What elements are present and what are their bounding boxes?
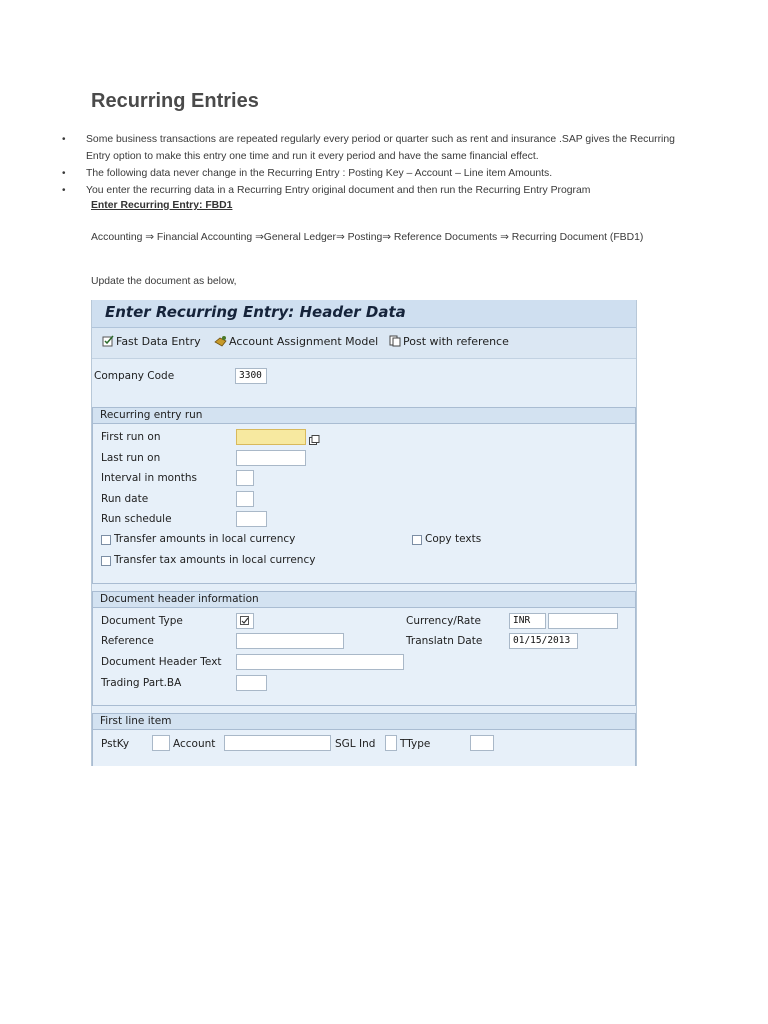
- trading-part-ba-field[interactable]: [236, 675, 267, 691]
- bullet-dot-icon: •: [62, 185, 66, 196]
- calendar-icon[interactable]: [309, 431, 320, 450]
- transfer-amounts-label: Transfer amounts in local currency: [114, 533, 296, 545]
- group-title: Recurring entry run: [100, 409, 203, 421]
- sap-title-bar: [92, 300, 636, 328]
- menu-path: Accounting ⇒ Financial Accounting ⇒General Ledger⇒ Posting⇒ Reference Documents ⇒ Recurring Document (FBD1): [91, 232, 644, 243]
- recurring-entry-run-group: [92, 407, 636, 584]
- ttype-label: TType: [400, 738, 431, 750]
- run-schedule-field[interactable]: [236, 511, 267, 527]
- copy-texts-checkbox[interactable]: [412, 535, 422, 545]
- sap-screen-title: Enter Recurring Entry: Header Data: [105, 303, 406, 321]
- document-type-check-icon: [240, 616, 250, 626]
- first-line-item-group: [92, 713, 636, 766]
- document-header-group: [92, 591, 636, 706]
- last-run-on-field[interactable]: [236, 450, 306, 466]
- reference-label: Reference: [101, 635, 154, 647]
- sap-toolbar: [92, 328, 636, 359]
- bullet-text: Some business transactions are repeated regularly every period or quarter such as rent and insurance .SAP gives the Recurring Entry option to make this entry one time and run it every period and have the same financial effect.: [86, 134, 675, 162]
- instruction-text: Update the document as below,: [91, 276, 237, 287]
- list-item: [62, 131, 692, 165]
- copy-document-icon: [389, 335, 402, 350]
- company-code-field[interactable]: 3300: [235, 368, 267, 384]
- account-label: Account: [173, 738, 216, 750]
- model-icon: [214, 335, 228, 350]
- section-subheading: Enter Recurring Entry: FBD1: [91, 200, 233, 211]
- list-item: [62, 165, 692, 182]
- account-field[interactable]: [224, 735, 331, 751]
- exchange-rate-field[interactable]: [548, 613, 618, 629]
- sgl-ind-label: SGL Ind: [335, 738, 376, 750]
- fast-data-entry-label: Fast Data Entry: [116, 335, 201, 348]
- first-run-on-label: First run on: [101, 431, 161, 443]
- group-title: First line item: [100, 715, 172, 727]
- sap-screenshot: [91, 300, 637, 766]
- ttype-field[interactable]: [470, 735, 494, 751]
- interval-in-months-field[interactable]: [236, 470, 254, 486]
- document-header-text-label: Document Header Text: [101, 656, 222, 668]
- pstky-field[interactable]: [152, 735, 170, 751]
- group-header: [93, 408, 635, 424]
- document-type-field[interactable]: [236, 613, 254, 629]
- run-date-field[interactable]: [236, 491, 254, 507]
- currency-rate-label: Currency/Rate: [406, 615, 481, 627]
- group-header: [93, 714, 635, 730]
- run-schedule-label: Run schedule: [101, 513, 172, 525]
- post-with-reference-button[interactable]: [389, 335, 509, 350]
- translatn-date-field[interactable]: 01/15/2013: [509, 633, 578, 649]
- run-date-label: Run date: [101, 493, 149, 505]
- company-code-label: Company Code: [94, 370, 175, 382]
- translatn-date-label: Translatn Date: [406, 635, 483, 647]
- sgl-ind-field[interactable]: [385, 735, 397, 751]
- first-run-on-field[interactable]: [236, 429, 306, 445]
- copy-texts-label: Copy texts: [425, 533, 482, 545]
- pstky-label: PstKy: [101, 738, 130, 750]
- page-title: Recurring Entries: [91, 90, 259, 112]
- last-run-on-label: Last run on: [101, 452, 161, 464]
- transfer-amounts-checkbox[interactable]: [101, 535, 111, 545]
- group-title: Document header information: [100, 593, 259, 605]
- transfer-tax-amounts-label: Transfer tax amounts in local currency: [114, 554, 316, 566]
- post-with-reference-label: Post with reference: [403, 335, 509, 348]
- account-assignment-model-button[interactable]: [214, 335, 378, 350]
- interval-in-months-label: Interval in months: [101, 472, 198, 484]
- list-item: [62, 182, 692, 199]
- currency-field[interactable]: INR: [509, 613, 546, 629]
- account-assignment-model-label: Account Assignment Model: [229, 335, 379, 348]
- transfer-tax-amounts-checkbox[interactable]: [101, 556, 111, 566]
- group-header: [93, 592, 635, 608]
- bullet-text: You enter the recurring data in a Recurring Entry original document and then run the Recurring Entry Program: [86, 185, 591, 196]
- fast-data-entry-button[interactable]: [102, 335, 201, 350]
- fast-entry-icon: [102, 335, 115, 350]
- trading-part-ba-label: Trading Part.BA: [101, 677, 182, 689]
- bullet-text: The following data never change in the Recurring Entry : Posting Key – Account – Line item Amounts.: [86, 168, 553, 179]
- bullet-dot-icon: •: [62, 168, 66, 179]
- bullet-dot-icon: •: [62, 134, 66, 145]
- document-header-text-field[interactable]: [236, 654, 404, 670]
- document-type-label: Document Type: [101, 615, 183, 627]
- reference-field[interactable]: [236, 633, 344, 649]
- bullet-list: [62, 131, 692, 199]
